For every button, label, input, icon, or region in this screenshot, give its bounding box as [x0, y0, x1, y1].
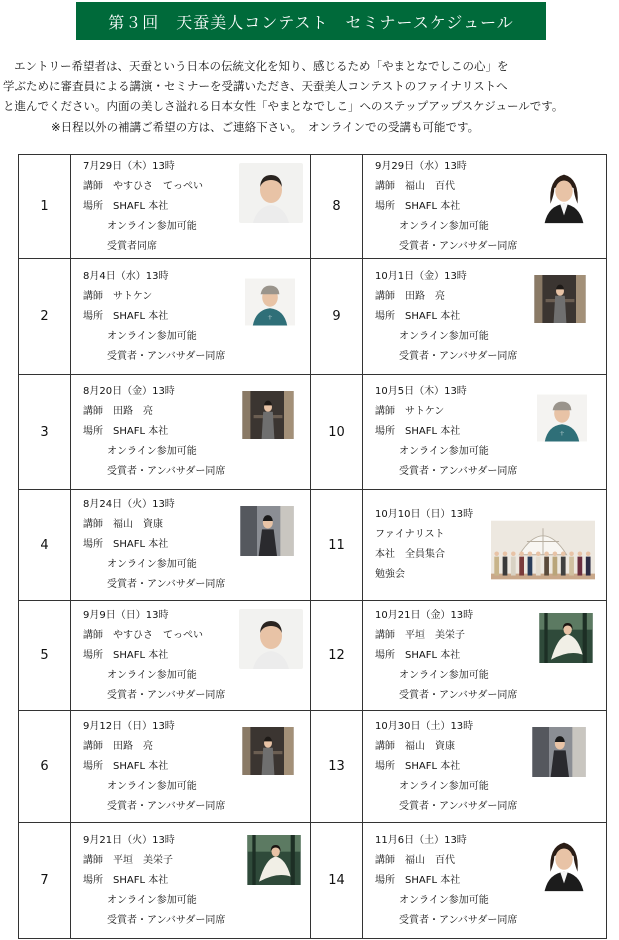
session-online: オンライン参加可能 [107, 894, 197, 906]
session-online: オンライン参加可能 [399, 780, 489, 792]
session-online: オンライン参加可能 [107, 446, 197, 457]
session-date: 9月29日（水）13時 [375, 160, 467, 172]
session-lecturer: 講師 平垣 美栄子 [83, 854, 173, 866]
session-place: 場所 SHAFL 本社 [375, 310, 461, 322]
session-date: 10月30日（土）13時 [375, 720, 474, 732]
session-online: オンライン参加可能 [399, 669, 489, 681]
session-place: 場所 SHAFL 本社 [83, 310, 169, 322]
session-cell [363, 711, 607, 823]
table-row [19, 490, 607, 601]
session-online: オンライン参加可能 [107, 669, 197, 681]
session-online: オンライン参加可能 [399, 894, 489, 906]
session-date: 10月1日（金）13時 [375, 270, 467, 282]
lecturer-photo [237, 835, 311, 885]
session-cell [363, 375, 607, 490]
intro-line: と進んでください。内面の美しさ溢れる日本女性「やまとなでしこ」へのステップアップスケジュールです。 [3, 99, 564, 113]
session-place: 場所 SHAFL 本社 [83, 426, 169, 437]
session-lecturer: 講師 やすひさ てっぺい [83, 629, 203, 641]
session-lecturer: ファイナリスト [375, 529, 445, 540]
session-number: 6 [19, 711, 71, 823]
session-cell [71, 375, 311, 490]
session-number: 8 [311, 155, 363, 259]
session-place: 場所 SHAFL 本社 [375, 760, 461, 772]
session-online: オンライン参加可能 [399, 446, 489, 457]
session-attendees: 受賞者・アンバサダー同席 [399, 350, 518, 362]
session-online: オンライン参加可能 [107, 220, 197, 232]
session-attendees: 受賞者・アンバサダー同席 [107, 579, 226, 590]
session-lecturer: 講師 田路 亮 [83, 406, 153, 417]
session-online: オンライン参加可能 [399, 220, 489, 232]
session-number: 4 [19, 490, 71, 601]
lecturer-photo [491, 516, 595, 584]
session-attendees: 受賞者・アンバサダー同席 [399, 689, 518, 701]
svg-text:十: 十 [267, 316, 273, 322]
session-date: 8月4日（水）13時 [83, 270, 169, 282]
lecturer-photo [239, 609, 303, 669]
session-cell [71, 823, 311, 939]
table-row [19, 823, 607, 939]
session-cell [363, 823, 607, 939]
session-attendees: 受賞者・アンバサダー同席 [107, 914, 226, 926]
session-cell [363, 155, 607, 259]
session-number: 14 [311, 823, 363, 939]
session-cell [71, 601, 311, 711]
session-online: オンライン参加可能 [399, 330, 489, 342]
session-number: 5 [19, 601, 71, 711]
lecturer-photo [233, 727, 303, 775]
session-place: 場所 SHAFL 本社 [83, 760, 169, 772]
session-attendees: 受賞者同席 [107, 240, 157, 252]
session-online: 勉強会 [375, 569, 405, 580]
session-attendees: 受賞者・アンバサダー同席 [107, 800, 226, 812]
intro-line: エントリー希望者は、天蚕という日本の伝統文化を知り、感じるため「やまとなでしこの心」を [14, 59, 509, 73]
seminar-schedule-table [18, 154, 607, 939]
session-attendees: 受賞者・アンバサダー同席 [399, 240, 518, 252]
session-date: 9月12日（日）13時 [83, 720, 175, 732]
session-number: 11 [311, 490, 363, 601]
lecturer-photo [231, 506, 303, 556]
session-lecturer: 講師 やすひさ てっぺい [83, 180, 203, 192]
intro-note: ※日程以外の補講ご希望の方は、ご連絡下さい。 オンラインでの受講も可能です。 [51, 120, 480, 134]
session-attendees: 受賞者・アンバサダー同席 [399, 466, 518, 477]
session-number: 12 [311, 601, 363, 711]
table-row [19, 601, 607, 711]
session-attendees: 受賞者・アンバサダー同席 [399, 914, 518, 926]
session-number: 9 [311, 259, 363, 375]
session-place: 場所 SHAFL 本社 [83, 200, 169, 212]
session-online: オンライン参加可能 [107, 780, 197, 792]
table-row [19, 155, 607, 259]
title-banner [76, 2, 546, 40]
session-date: 11月6日（土）13時 [375, 834, 467, 846]
session-number: 1 [19, 155, 71, 259]
table-row [19, 375, 607, 490]
lecturer-photo [245, 265, 295, 339]
session-lecturer: 講師 田路 亮 [375, 290, 445, 302]
session-lecturer: 講師 田路 亮 [83, 740, 153, 752]
session-number: 10 [311, 375, 363, 490]
session-attendees: 受賞者・アンバサダー同席 [107, 689, 226, 701]
session-number: 3 [19, 375, 71, 490]
session-date: 9月21日（火）13時 [83, 834, 175, 846]
svg-text:十: 十 [559, 432, 565, 438]
session-number: 7 [19, 823, 71, 939]
session-date: 7月29日（木）13時 [83, 160, 175, 172]
session-lecturer: 講師 サトケン [375, 406, 445, 417]
session-cell [363, 601, 607, 711]
lecturer-photo [537, 381, 587, 455]
session-place: 本社 全員集合 [375, 549, 445, 560]
session-place: 場所 SHAFL 本社 [375, 649, 461, 661]
session-date: 10月21日（金）13時 [375, 609, 474, 621]
session-lecturer: 講師 福山 資康 [375, 740, 455, 752]
lecturer-photo [239, 163, 303, 223]
session-date: 8月24日（火）13時 [83, 499, 175, 510]
session-number: 13 [311, 711, 363, 823]
session-cell [363, 490, 607, 601]
lecturer-photo [533, 829, 595, 895]
lecturer-photo [533, 161, 595, 227]
session-attendees: 受賞者・アンバサダー同席 [107, 350, 226, 362]
session-place: 場所 SHAFL 本社 [83, 539, 169, 550]
session-date: 10月5日（木）13時 [375, 386, 467, 397]
page-title: 第３回 天蚕美人コンテスト セミナースケジュール [108, 12, 514, 32]
session-date: 8月20日（金）13時 [83, 386, 175, 397]
session-cell [71, 711, 311, 823]
session-cell [71, 490, 311, 601]
session-date: 9月9日（日）13時 [83, 609, 169, 621]
session-lecturer: 講師 福山 百代 [375, 180, 455, 192]
table-row [19, 711, 607, 823]
session-attendees: 受賞者・アンバサダー同席 [107, 466, 226, 477]
session-lecturer: 講師 サトケン [83, 290, 153, 302]
session-place: 場所 SHAFL 本社 [375, 874, 461, 886]
lecturer-photo [525, 275, 595, 323]
session-cell [71, 259, 311, 375]
session-place: 場所 SHAFL 本社 [375, 200, 461, 212]
session-lecturer: 講師 福山 百代 [375, 854, 455, 866]
session-online: オンライン参加可能 [107, 330, 197, 342]
session-lecturer: 講師 福山 資康 [83, 519, 163, 530]
lecturer-photo [523, 727, 595, 777]
session-place: 場所 SHAFL 本社 [83, 874, 169, 886]
session-attendees: 受賞者・アンバサダー同席 [399, 800, 518, 812]
session-place: 場所 SHAFL 本社 [83, 649, 169, 661]
session-cell [363, 259, 607, 375]
session-place: 場所 SHAFL 本社 [375, 426, 461, 437]
session-online: オンライン参加可能 [107, 559, 197, 570]
lecturer-photo [529, 613, 603, 663]
table-row [19, 259, 607, 375]
lecturer-photo [233, 391, 303, 439]
intro-line: 学ぶために審査員による講演・セミナーを受講いただき、天蚕美人コンテストのファイナリストへ [3, 79, 508, 93]
session-cell [71, 155, 311, 259]
session-number: 2 [19, 259, 71, 375]
session-date: 10月10日（日）13時 [375, 509, 474, 520]
session-lecturer: 講師 平垣 美栄子 [375, 629, 465, 641]
